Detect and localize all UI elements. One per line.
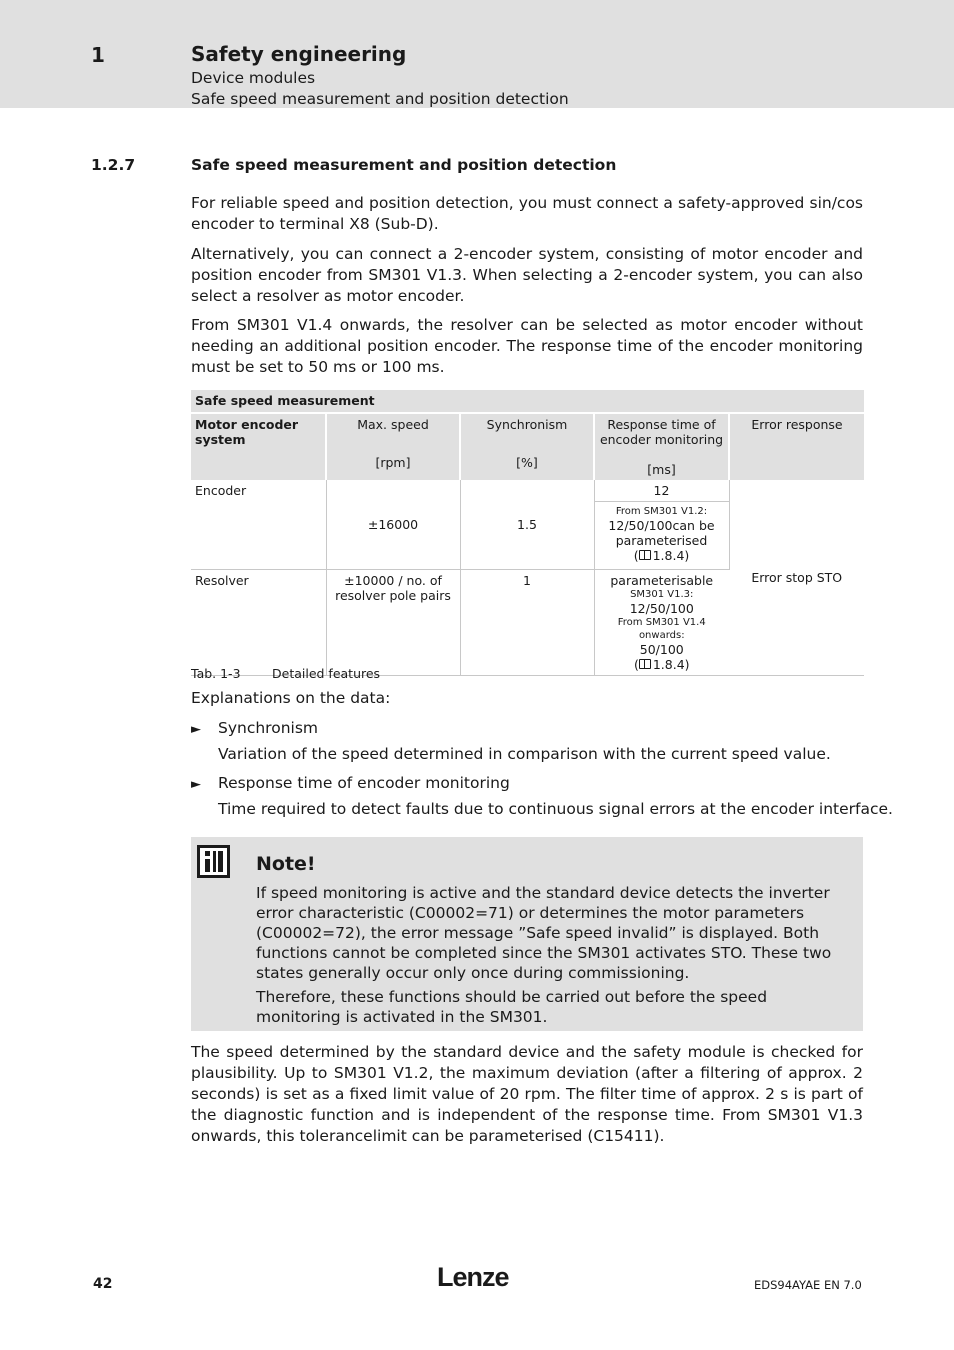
cell-resolver-response <box>594 569 729 675</box>
cell-error-response: Error stop STO <box>729 480 864 675</box>
cell-encoder-system: Encoder <box>191 480 326 569</box>
table-row <box>191 480 864 569</box>
lenze-logo: Lenze <box>437 1262 509 1292</box>
cell-encoder-response-value: 12/50/100can be parameterised <box>608 518 715 548</box>
header-synchronism-label: Synchronism <box>486 417 568 432</box>
chapter-number: 1 <box>91 43 105 67</box>
table-header-row <box>191 413 864 480</box>
table-caption-text: Detailed features <box>272 666 381 681</box>
info-glyph-icon <box>200 848 227 875</box>
cell-resolver-ref-link[interactable]: 1.8.4) <box>652 656 690 672</box>
cell-encoder-response <box>594 480 729 569</box>
ref-open-paren: ( <box>633 656 639 672</box>
explanation-synchronism-desc: Variation of the speed determined in comparison with the current speed value. <box>218 745 831 763</box>
info-icon <box>197 845 230 878</box>
header-response-time-label: Response time of encoder monitoring <box>599 417 724 447</box>
note-box <box>191 837 863 1031</box>
explanation-synchronism-label: Synchronism <box>218 719 319 737</box>
cell-encoder-response-note: From SM301 V1.2: <box>615 506 708 517</box>
ref-open-paren: ( <box>633 548 639 563</box>
cell-resolver-response-value1: 12/50/100 <box>629 600 694 616</box>
header-response-time <box>594 413 729 480</box>
bullet-icon: ► <box>191 722 201 737</box>
header-max-speed-label: Max. speed <box>357 417 429 432</box>
explanation-response-time-label: Response time of encoder monitoring <box>218 774 510 792</box>
note-text-advice: Therefore, these functions should be carried out before the speed monitoring is activated in the SM301. <box>256 988 768 1026</box>
cell-resolver-system: Resolver <box>191 569 326 675</box>
cell-resolver-response-note2: From SM301 V1.4 onwards: <box>617 616 706 641</box>
cell-resolver-response-ref <box>599 657 726 672</box>
cell-encoder-response-ref <box>599 548 725 563</box>
detailed-features-table <box>191 390 864 676</box>
cell-resolver-response-line1: parameterisable <box>610 572 714 588</box>
paragraph-encoder-connection: For reliable speed and position detection, you must connect a safety-approved sin/cos encoder to terminal X8 (Sub-D). <box>191 194 863 233</box>
header-max-speed <box>326 413 460 480</box>
header-error-response: Error response <box>729 413 864 480</box>
cell-resolver-synchronism: 1 <box>460 569 594 675</box>
cell-encoder-max-speed: ±16000 <box>326 480 460 569</box>
header-subtitle-section: Safe speed measurement and position detection <box>191 90 569 108</box>
cell-encoder-synchronism: 1.5 <box>460 480 594 569</box>
cell-resolver-max-speed: ±10000 / no. of resolver pole pairs <box>326 569 460 675</box>
chapter-title: Safety engineering <box>191 42 407 66</box>
header-response-time-unit: [ms] <box>647 462 676 477</box>
table-caption: Safe speed measurement <box>191 390 864 413</box>
note-text-main: If speed monitoring is active and the standard device detects the inverter error characteristic (C00002=71) or determines the motor parameters (C00002=72), the error message ”Safe speed invalid” is displayed. Both functions cannot be completed since the SM301 activates STO. These two states generally occur only once during commissioning. <box>256 884 832 982</box>
header-max-speed-unit: [rpm] <box>375 455 411 470</box>
book-icon <box>639 659 651 669</box>
header-subtitle-device-modules: Device modules <box>191 69 316 87</box>
table-caption-row <box>191 390 864 413</box>
book-icon <box>639 550 651 560</box>
page-number: 42 <box>93 1276 113 1292</box>
section-title: Safe speed measurement and position detection <box>191 156 617 174</box>
explanation-response-time-desc: Time required to detect faults due to continuous signal errors at the encoder interface. <box>218 800 893 818</box>
cell-resolver-response-note1: SM301 V1.3: <box>630 588 694 600</box>
bullet-icon: ► <box>191 777 201 792</box>
table-caption-label: Tab. 1-3 <box>191 666 241 681</box>
cell-resolver-response-value2: 50/100 <box>639 641 684 657</box>
cell-encoder-response-fixed: 12 <box>595 483 729 502</box>
paragraph-two-encoder-system: Alternatively, you can connect a 2-encoder system, consisting of motor encoder and position encoder from SM301 V1.3. When selecting a 2-encoder system, you can also select a resolver as motor encoder. <box>191 245 863 305</box>
header-synchronism-unit: [%] <box>516 455 538 470</box>
explanations-intro: Explanations on the data: <box>191 689 391 707</box>
section-number: 1.2.7 <box>91 156 136 174</box>
paragraph-plausibility: The speed determined by the standard device and the safety module is checked for plausibility. Up to SM301 V1.2, the maximum deviation (after a filtering of approx. 2 seconds) is set as a fixed limit value of 20 rpm. The filter time of approx. 2 s is part of the diagnostic function and is independent of the response time. From SM301 V1.3 onwards, this tolerancelimit can be parameterised (C15411). <box>191 1043 863 1145</box>
paragraph-resolver-onwards: From SM301 V1.4 onwards, the resolver can be selected as motor encoder without needing an additional position encoder. The response time of the encoder monitoring must be set to 50 ms or 100 ms. <box>191 316 863 376</box>
note-title: Note! <box>256 853 316 875</box>
header-motor-encoder-system: Motor encoder system <box>191 413 326 480</box>
cell-encoder-ref-link[interactable]: 1.8.4) <box>652 548 690 563</box>
header-synchronism <box>460 413 594 480</box>
document-id: EDS94AYAE EN 7.0 <box>754 1278 862 1292</box>
